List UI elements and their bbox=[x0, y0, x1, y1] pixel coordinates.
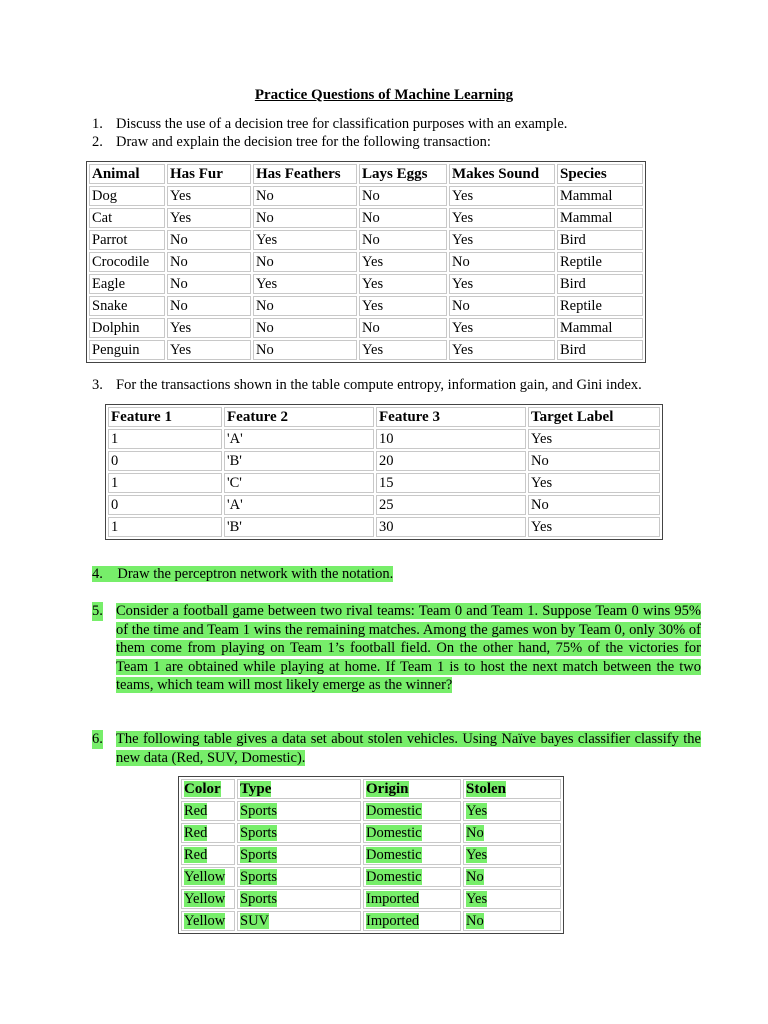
page-title: Practice Questions of Machine Learning bbox=[254, 87, 514, 103]
table-row bbox=[89, 340, 643, 360]
table-cell: Domestic bbox=[363, 801, 461, 821]
table-cell: No bbox=[253, 208, 357, 228]
table-cell: Yes bbox=[528, 429, 660, 449]
table-cell: Dolphin bbox=[89, 318, 165, 338]
table-row bbox=[108, 517, 660, 537]
table-row bbox=[181, 889, 561, 909]
question-text: Draw the perceptron network with the notation. bbox=[117, 566, 394, 582]
table-cell: No bbox=[359, 208, 447, 228]
question-1 bbox=[92, 115, 704, 134]
table-cell: No bbox=[359, 186, 447, 206]
table-cell: Yes bbox=[359, 252, 447, 272]
table-cell: Yes bbox=[167, 208, 251, 228]
table-cell: Bird bbox=[557, 230, 643, 250]
table-cell: 25 bbox=[376, 495, 526, 515]
table-row bbox=[108, 451, 660, 471]
question-5 bbox=[92, 602, 701, 695]
table-cell: Cat bbox=[89, 208, 165, 228]
table-cell: No bbox=[167, 230, 251, 250]
table-cell: Yellow bbox=[181, 867, 235, 887]
table-header-row bbox=[181, 779, 561, 799]
table-cell: 15 bbox=[376, 473, 526, 493]
question-6 bbox=[92, 730, 701, 767]
table-cell: No bbox=[528, 451, 660, 471]
features-table bbox=[105, 404, 663, 540]
table-cell: 0 bbox=[108, 451, 222, 471]
table-cell: No bbox=[167, 274, 251, 294]
question-text: Draw and explain the decision tree for the following transaction: bbox=[116, 134, 491, 150]
table-cell: Yes bbox=[449, 186, 555, 206]
table-cell: Sports bbox=[237, 867, 361, 887]
table-row bbox=[181, 867, 561, 887]
table-cell: Yes bbox=[463, 889, 561, 909]
table-cell: No bbox=[463, 911, 561, 931]
table-cell: 'C' bbox=[224, 473, 374, 493]
table-cell: No bbox=[253, 296, 357, 316]
table-cell: No bbox=[253, 340, 357, 360]
question-2 bbox=[92, 133, 704, 152]
table-cell: Yes bbox=[359, 340, 447, 360]
question-number: 2. bbox=[92, 134, 103, 150]
table-cell: No bbox=[253, 186, 357, 206]
table-cell: Yes bbox=[167, 318, 251, 338]
table-cell: Yes bbox=[528, 517, 660, 537]
table-cell: Yes bbox=[463, 801, 561, 821]
table-row bbox=[89, 208, 643, 228]
table-header-cell: Lays Eggs bbox=[359, 164, 447, 184]
table-cell: 10 bbox=[376, 429, 526, 449]
animal-table-body bbox=[89, 164, 643, 360]
question-number: 1. bbox=[92, 116, 103, 132]
animal-table bbox=[86, 161, 646, 363]
table-cell: Red bbox=[181, 823, 235, 843]
table-row bbox=[108, 495, 660, 515]
table-header-cell: Makes Sound bbox=[449, 164, 555, 184]
question-text: Discuss the use of a decision tree for classification purposes with an example. bbox=[116, 116, 568, 132]
table-row bbox=[89, 230, 643, 250]
table-cell: No bbox=[449, 296, 555, 316]
table-cell: Mammal bbox=[557, 208, 643, 228]
table-cell: Yes bbox=[253, 230, 357, 250]
table-cell: Reptile bbox=[557, 296, 643, 316]
table-cell: Red bbox=[181, 845, 235, 865]
table-cell: No bbox=[359, 230, 447, 250]
table-cell: Penguin bbox=[89, 340, 165, 360]
table-cell: Yellow bbox=[181, 889, 235, 909]
table-cell: No bbox=[253, 318, 357, 338]
table-cell: Reptile bbox=[557, 252, 643, 272]
table-cell: Yes bbox=[167, 340, 251, 360]
table-cell: Yes bbox=[449, 208, 555, 228]
table-header-cell: Species bbox=[557, 164, 643, 184]
table-cell: Domestic bbox=[363, 845, 461, 865]
table-header-cell: Origin bbox=[363, 779, 461, 799]
table-header-cell: Feature 3 bbox=[376, 407, 526, 427]
table-cell: 20 bbox=[376, 451, 526, 471]
table-cell: Yes bbox=[167, 186, 251, 206]
table-cell: Crocodile bbox=[89, 252, 165, 272]
table-cell: Sports bbox=[237, 823, 361, 843]
table-row bbox=[181, 823, 561, 843]
question-number: 5. bbox=[92, 603, 103, 619]
table-cell: 0 bbox=[108, 495, 222, 515]
table-header-cell: Animal bbox=[89, 164, 165, 184]
table-header-row bbox=[108, 407, 660, 427]
table-header-cell: Target Label bbox=[528, 407, 660, 427]
table-row bbox=[89, 186, 643, 206]
question-3 bbox=[92, 376, 704, 395]
table-row bbox=[108, 429, 660, 449]
table-cell: Dog bbox=[89, 186, 165, 206]
table-cell: No bbox=[167, 296, 251, 316]
table-header-cell: Stolen bbox=[463, 779, 561, 799]
table-cell: 'A' bbox=[224, 495, 374, 515]
table-cell: Sports bbox=[237, 845, 361, 865]
table-cell: 1 bbox=[108, 429, 222, 449]
table-cell: 1 bbox=[108, 473, 222, 493]
table-header-cell: Feature 2 bbox=[224, 407, 374, 427]
question-text: Consider a football game between two rival teams: Team 0 and Team 1. Suppose Team 0 wins 95% of the time and Team 1 wins the remaining matches. Among the games won by Team 0, only 30% of them come from playing on Team 1’s football field. On the other hand, 75% of the victories for Team 1 are obtained while playing at home. If Team 1 is to host the next match between the two teams, which team will most likely emerge as the winner? bbox=[116, 603, 701, 693]
table-cell: Red bbox=[181, 801, 235, 821]
table-cell: No bbox=[449, 252, 555, 272]
table-cell: Yes bbox=[449, 274, 555, 294]
question-text: For the transactions shown in the table compute entropy, information gain, and Gini index. bbox=[116, 377, 642, 393]
table-header-cell: Feature 1 bbox=[108, 407, 222, 427]
table-cell: Sports bbox=[237, 801, 361, 821]
table-cell: Yes bbox=[463, 845, 561, 865]
question-text: The following table gives a data set about stolen vehicles. Using Naïve bayes classifier classify the new data (Red, SUV, Domestic). bbox=[116, 731, 701, 766]
table-cell: Bird bbox=[557, 340, 643, 360]
table-row bbox=[181, 845, 561, 865]
table-row bbox=[89, 274, 643, 294]
table-header-row bbox=[89, 164, 643, 184]
table-cell: Mammal bbox=[557, 186, 643, 206]
table-cell: Yes bbox=[359, 274, 447, 294]
table-cell: SUV bbox=[237, 911, 361, 931]
table-cell: No bbox=[463, 867, 561, 887]
table-cell: Yes bbox=[449, 230, 555, 250]
table-cell: 'A' bbox=[224, 429, 374, 449]
table-cell: No bbox=[359, 318, 447, 338]
features-table-body bbox=[108, 407, 660, 537]
table-cell: Imported bbox=[363, 889, 461, 909]
table-cell: Domestic bbox=[363, 867, 461, 887]
table-header-cell: Has Fur bbox=[167, 164, 251, 184]
stolen-vehicles-table bbox=[178, 776, 564, 934]
table-cell: No bbox=[463, 823, 561, 843]
table-cell: Mammal bbox=[557, 318, 643, 338]
table-cell: Domestic bbox=[363, 823, 461, 843]
table-cell: 30 bbox=[376, 517, 526, 537]
table-row bbox=[89, 318, 643, 338]
table-row bbox=[181, 911, 561, 931]
table-cell: Yes bbox=[449, 340, 555, 360]
table-header-cell: Has Feathers bbox=[253, 164, 357, 184]
stolen-vehicles-table-body bbox=[181, 779, 561, 931]
table-cell: Bird bbox=[557, 274, 643, 294]
table-row bbox=[181, 801, 561, 821]
table-cell: Sports bbox=[237, 889, 361, 909]
question-4 bbox=[92, 565, 704, 584]
table-row bbox=[108, 473, 660, 493]
table-cell: Imported bbox=[363, 911, 461, 931]
table-header-cell: Type bbox=[237, 779, 361, 799]
table-header-cell: Color bbox=[181, 779, 235, 799]
table-cell: 'B' bbox=[224, 517, 374, 537]
table-cell: No bbox=[167, 252, 251, 272]
table-cell: Parrot bbox=[89, 230, 165, 250]
table-row bbox=[89, 296, 643, 316]
table-cell: Yes bbox=[528, 473, 660, 493]
table-cell: Yes bbox=[253, 274, 357, 294]
table-cell: 'B' bbox=[224, 451, 374, 471]
table-cell: No bbox=[528, 495, 660, 515]
question-number: 6. bbox=[92, 731, 103, 747]
table-cell: 1 bbox=[108, 517, 222, 537]
table-cell: Eagle bbox=[89, 274, 165, 294]
table-cell: Snake bbox=[89, 296, 165, 316]
table-row bbox=[89, 252, 643, 272]
table-cell: Yes bbox=[449, 318, 555, 338]
table-cell: Yes bbox=[359, 296, 447, 316]
question-number: 3. bbox=[92, 377, 103, 393]
table-cell: No bbox=[253, 252, 357, 272]
question-number: 4. bbox=[92, 566, 103, 582]
table-cell: Yellow bbox=[181, 911, 235, 931]
